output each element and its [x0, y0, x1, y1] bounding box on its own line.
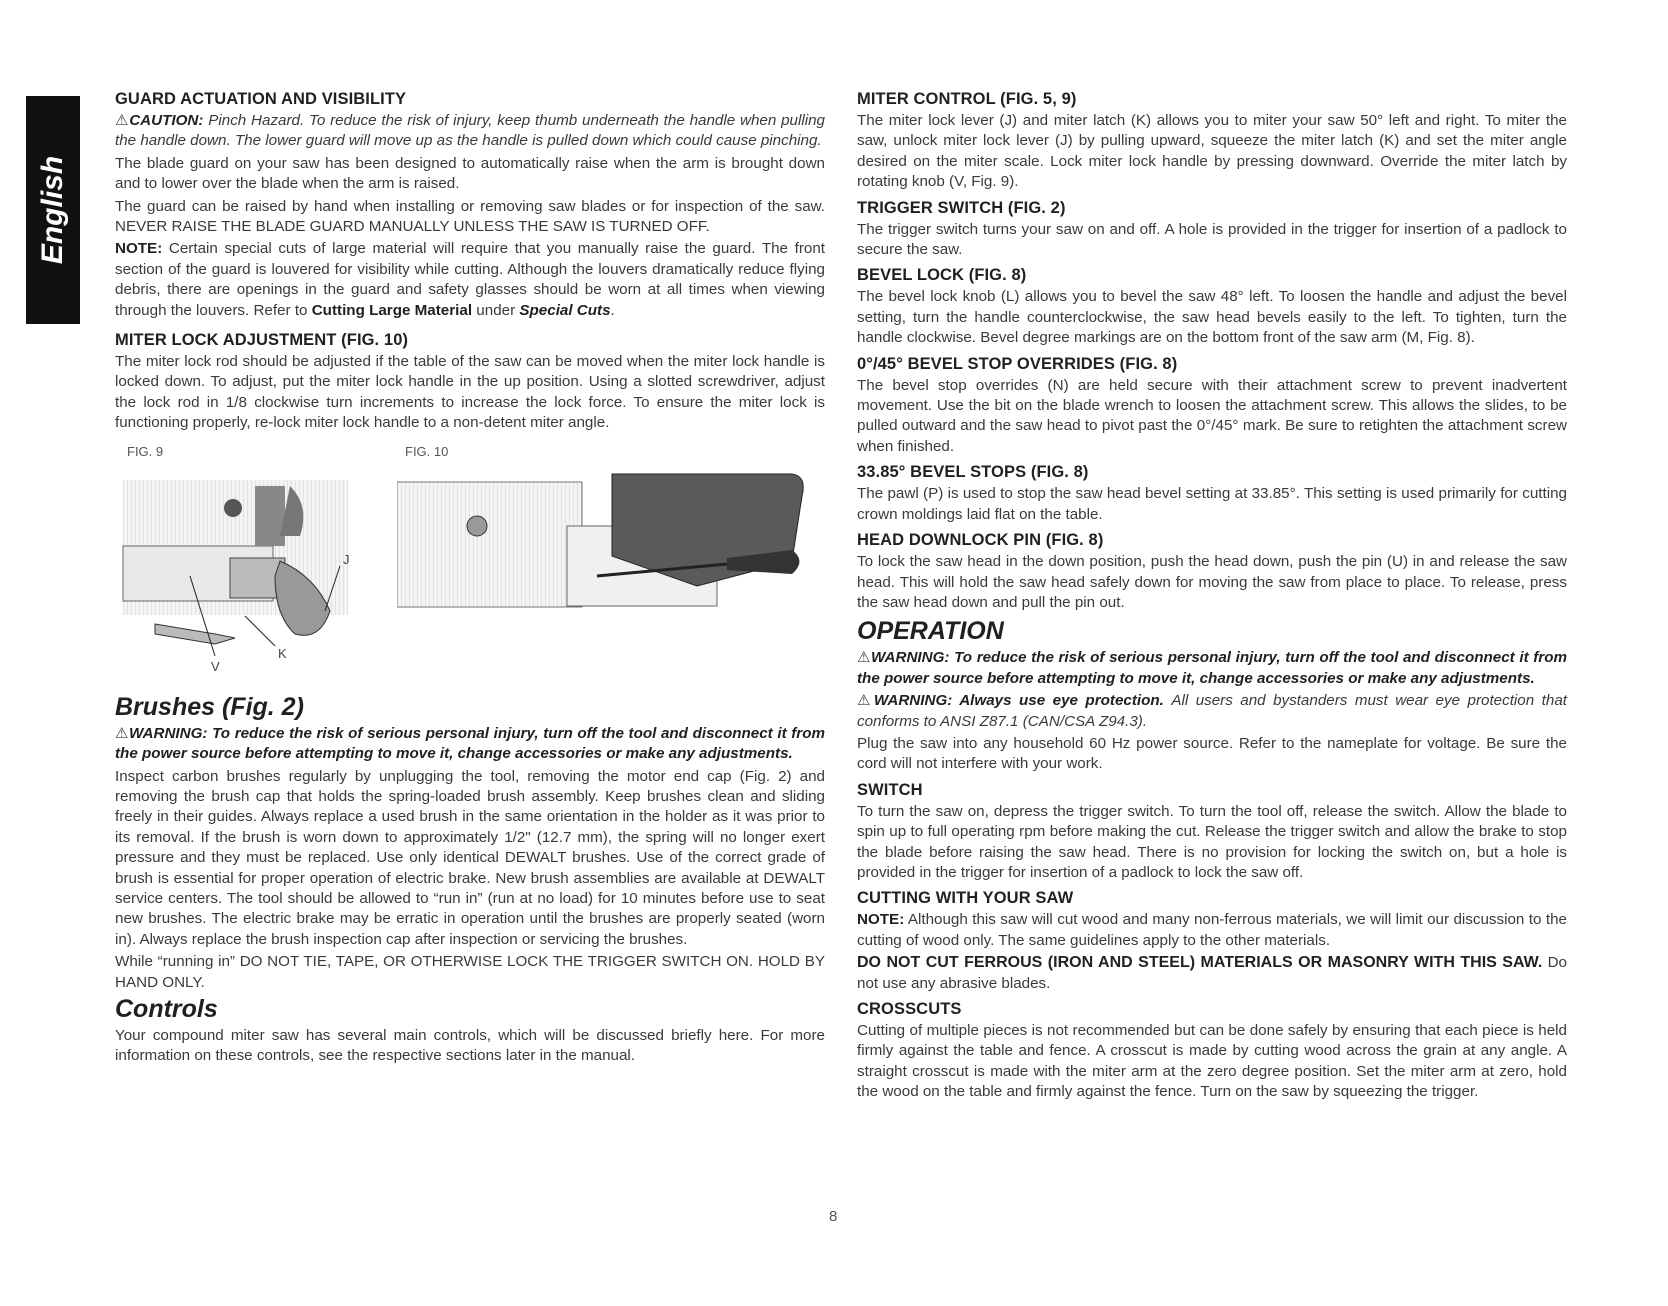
fig10-illustration	[397, 466, 817, 626]
operation-heading: OPERATION	[857, 617, 1004, 646]
switch-text: To turn the saw on, depress the trigger switch. To turn the tool off, release the switch. Allow the blade to spin up to full operating rpm before making the cut. Release the trigger switch and allow the brake to stop the blade before raising the saw head. There is no provision for locking the switch on, but a hole is provided in the trigger for insertion of a padlock to lock the saw off.	[857, 802, 1567, 881]
operation-warning-2: ⚠WARNING: Always use eye protection. All users and bystanders must wear eye protection that conforms to ANSI Z87.1 (CAN/CSA Z94.3).	[857, 692, 1567, 730]
fig10-label: FIG. 10	[405, 443, 449, 459]
miter-lock-text: The miter lock rod should be adjusted if the table of the saw can be moved when the miter lock handle is locked down. To adjust, put the miter lock handle in the up position. Using a slotted screwdriver, adjust the lock rod in 1/8 clockwise turn increments to increase the lock force. To ensure the miter lock is functioning properly, re-lock miter lock handle to a non-detent miter angle.	[115, 353, 825, 432]
fig9-callout-j: J	[343, 551, 350, 567]
miter-lock-heading: MITER LOCK ADJUSTMENT (FIG. 10)	[115, 331, 409, 350]
brushes-warning: ⚠WARNING: To reduce the risk of serious personal injury, turn off the tool and disconnect it from the power source before attempting to move it, change accessories or make any adjustments.	[115, 724, 825, 763]
bevel-stops-text: The pawl (P) is used to stop the saw head bevel setting at 33.85°. This setting is used primarily for cutting crown moldings laid flat on the table.	[857, 485, 1567, 523]
bevel-stops-heading: 33.85° BEVEL STOPS (FIG. 8)	[857, 463, 1089, 482]
warning-triangle-icon: ⚠	[115, 112, 130, 129]
cutting-heading: CUTTING WITH YOUR SAW	[857, 889, 1074, 908]
figures	[115, 442, 825, 687]
language-tab-label: English	[36, 155, 69, 265]
caution-paragraph: ⚠CAUTION: Pinch Hazard. To reduce the risk of injury, keep thumb underneath the handle when pulling the handle down. The lower guard will move up as the handle is pulled down which could cause pinching.	[115, 112, 825, 150]
controls-text: Your compound miter saw has several main controls, which will be discussed briefly here. For more information on these controls, see the respective sections later in the manual.	[115, 1026, 825, 1065]
page-number: 8	[829, 1208, 838, 1225]
overrides-text: The bevel stop overrides (N) are held secure with their attachment screw to prevent inadvertent movement. Use the bit on the blade wrench to loosen the attachment screw. This allows the slides, to be pulled outward and the saw head to pivot past the 0°/45° mark. Be sure to retighten the attachment screw when finished.	[857, 376, 1567, 455]
cutting-bold: DO NOT CUT FERROUS (IRON AND STEEL) MATERIALS OR MASONRY WITH THIS SAW. Do not use any abrasive blades.	[857, 954, 1567, 992]
operation-warning-1: ⚠WARNING: To reduce the risk of serious personal injury, turn off the tool and disconnect it from the power source before attempting to move it, change accessories or make any adjustments.	[857, 649, 1567, 687]
brushes-heading: Brushes (Fig. 2)	[115, 692, 304, 721]
switch-heading: SWITCH	[857, 780, 923, 799]
bevel-lock-heading: BEVEL LOCK (FIG. 8)	[857, 266, 1027, 285]
miter-control-heading: MITER CONTROL (FIG. 5, 9)	[857, 90, 1077, 108]
warning-triangle-icon: ⚠	[857, 692, 874, 710]
miter-control-text: The miter lock lever (J) and miter latch (K) allows you to miter your saw 50° left and right. To miter the saw, unlock miter lock lever (J) by pulling upward, squeeze the miter latch (K) and set the miter angle desired on the miter scale. Lock miter lock handle by pressing downward. Override the miter latch by rotating knob (V, Fig. 9).	[857, 112, 1567, 191]
downlock-text: To lock the saw head in the down position, push the head down, push the pin (U) in and release the saw head. This will hold the saw head safely down for moving the saw from place to place. To release, press the saw head down and pull the pin out.	[857, 553, 1567, 611]
fig9-callout-k: K	[278, 645, 287, 661]
guard-heading: GUARD ACTUATION AND VISIBILITY	[115, 90, 407, 108]
fig9-callout-v: V	[211, 658, 220, 674]
guard-paragraph-2: The guard can be raised by hand when installing or removing saw blades or for inspection of the saw. NEVER RAISE THE BLADE GUARD MANUALLY UNLESS THE SAW IS TURNED OFF.	[115, 197, 825, 236]
fig9-label: FIG. 9	[127, 443, 164, 459]
overrides-heading: 0°/45° BEVEL STOP OVERRIDES (FIG. 8)	[857, 354, 1178, 373]
warning-triangle-icon: ⚠	[857, 649, 872, 667]
brushes-paragraph-1: Inspect carbon brushes regularly by unplugging the tool, removing the motor end cap (Fig. 2) and removing the brush cap that holds the spring-loaded brush assembly. Keep brushes clean and sliding freely in their guides. Always replace a used brush in the same orientation in the holder as it was prior to its removal. If the brush is worn down to approximately 1/2" (12.7 mm), the spring will no longer exert pressure and they must be replaced. Use only identical DEWALT brushes. Use of the correct grade of brush is essential for proper operation of electric brake. New brush assemblies are available at DEWALT service centers. The tool should be allowed to “run in” (run at no load) for 10 minutes before use to seat new brushes. The electric brake may be erratic in operation until the brushes are properly seated (worn in). Always replace the brush inspection cap after inspection or servicing the brushes.	[115, 767, 825, 948]
fig9-illustration	[115, 466, 385, 686]
language-tab	[26, 96, 80, 324]
trigger-heading: TRIGGER SWITCH (FIG. 2)	[857, 198, 1066, 217]
controls-heading: Controls	[115, 994, 218, 1023]
downlock-heading: HEAD DOWNLOCK PIN (FIG. 8)	[857, 531, 1104, 550]
trigger-text: The trigger switch turns your saw on and off. A hole is provided in the trigger for insertion of a padlock to secure the saw.	[857, 220, 1567, 259]
brushes-paragraph-2: While “running in” DO NOT TIE, TAPE, OR OTHERWISE LOCK THE TRIGGER SWITCH ON. HOLD BY HAND ONLY.	[115, 953, 825, 991]
crosscuts-text: Cutting of multiple pieces is not recommended but can be done safely by ensuring that each piece is held firmly against the table and fence. A crosscut is made by cutting wood across the grain at any angle. A straight crosscut is made with the miter arm at the zero degree position. Set the miter arm at zero, hold the wood on the table and firmly against the fence. Turn on the saw by squeezing the trigger.	[857, 1022, 1567, 1101]
cutting-note: NOTE: Although this saw will cut wood and many non-ferrous materials, we will limit our discussion to the cutting of wood only. The same guidelines apply to the other materials.	[857, 911, 1567, 949]
guard-note: NOTE: Certain special cuts of large material will require that you manually raise the guard. The front section of the guard is louvered for visibility while cutting. Although the louvers dramatically reduce flying debris, there are openings in the guard and safety glasses should be worn at all times when viewing through the louvers. Refer to Cutting Large Material under Special Cuts.	[115, 240, 825, 319]
guard-paragraph-1: The blade guard on your saw has been designed to automatically raise when the arm is brought down and to lower over the blade when the arm is raised.	[115, 154, 825, 193]
bevel-lock-text: The bevel lock knob (L) allows you to bevel the saw 48° left. To loosen the handle and adjust the bevel setting, turn the handle counterclockwise, the saw head bevels easily to the left. To tighten, turn the handle clockwise. Bevel degree markings are on the bottom front of the saw arm (M, Fig. 8).	[857, 288, 1567, 347]
left-column	[115, 90, 825, 1069]
crosscuts-heading: CROSSCUTS	[857, 1000, 962, 1018]
warning-triangle-icon: ⚠	[115, 724, 130, 742]
right-column	[857, 90, 1567, 1105]
operation-text: Plug the saw into any household 60 Hz power source. Refer to the nameplate for voltage. Be sure the cord will not interfere with your work.	[857, 734, 1567, 773]
